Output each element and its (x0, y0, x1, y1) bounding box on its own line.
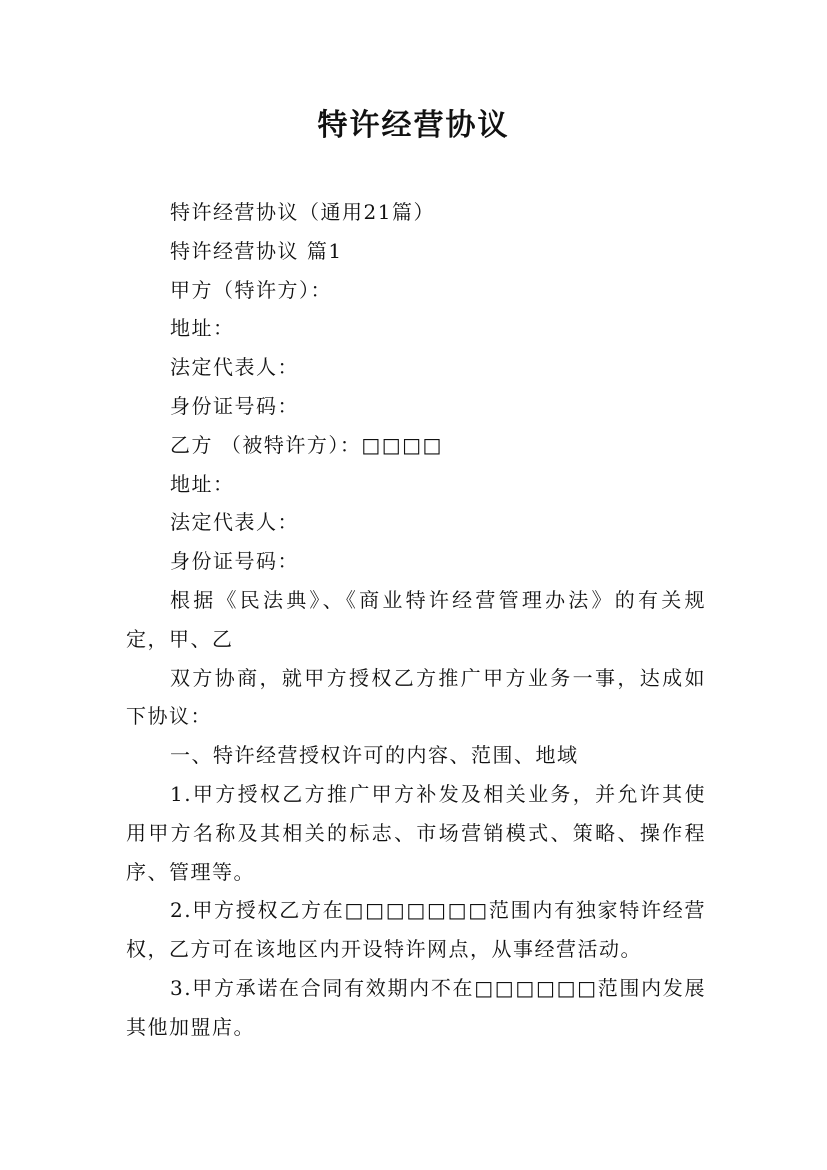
party-b-legal-rep: 法定代表人： (170, 510, 299, 535)
clause-heading-1: 一、特许经营授权许可的内容、范围、地域 (170, 743, 579, 768)
paragraph-agreement: 双方协商，就甲方授权乙方推广甲方业务一事，达成如下协议： (126, 665, 706, 729)
document-title: 特许经营协议 (317, 108, 510, 143)
party-a-legal-rep: 法定代表人： (170, 355, 299, 380)
clause-1-3: 3.甲方承诺在合同有效期内不在□□□□□□范围内发展其他加盟店。 (126, 975, 706, 1039)
document-body (126, 193, 706, 1047)
party-a-label: 甲方（特许方）： (170, 277, 332, 302)
party-a-address: 地址： (170, 316, 235, 341)
party-b-label: 乙方 （被特许方）：□□□□ (170, 432, 443, 457)
clause-1-2: 2.甲方授权乙方在□□□□□□□范围内有独家特许经营权，乙方可在该地区内开设特许网点，从事经营活动。 (126, 898, 706, 962)
party-a-id-number: 身份证号码： (170, 393, 299, 418)
clause-1-1: 1.甲方授权乙方推广甲方补发及相关业务，并允许其使用甲方名称及其相关的标志、市场营销模式、策略、操作程序、管理等。 (126, 781, 706, 884)
doc-heading: 特许经营协议（通用21篇） (170, 200, 435, 224)
party-b-address: 地址： (170, 471, 235, 496)
section-heading: 特许经营协议 篇1 (170, 238, 343, 263)
party-b-id-number: 身份证号码： (170, 549, 299, 574)
paragraph-basis: 根据《民法典》、《商业特许经营管理办法》的有关规定，甲、乙 (126, 587, 706, 651)
